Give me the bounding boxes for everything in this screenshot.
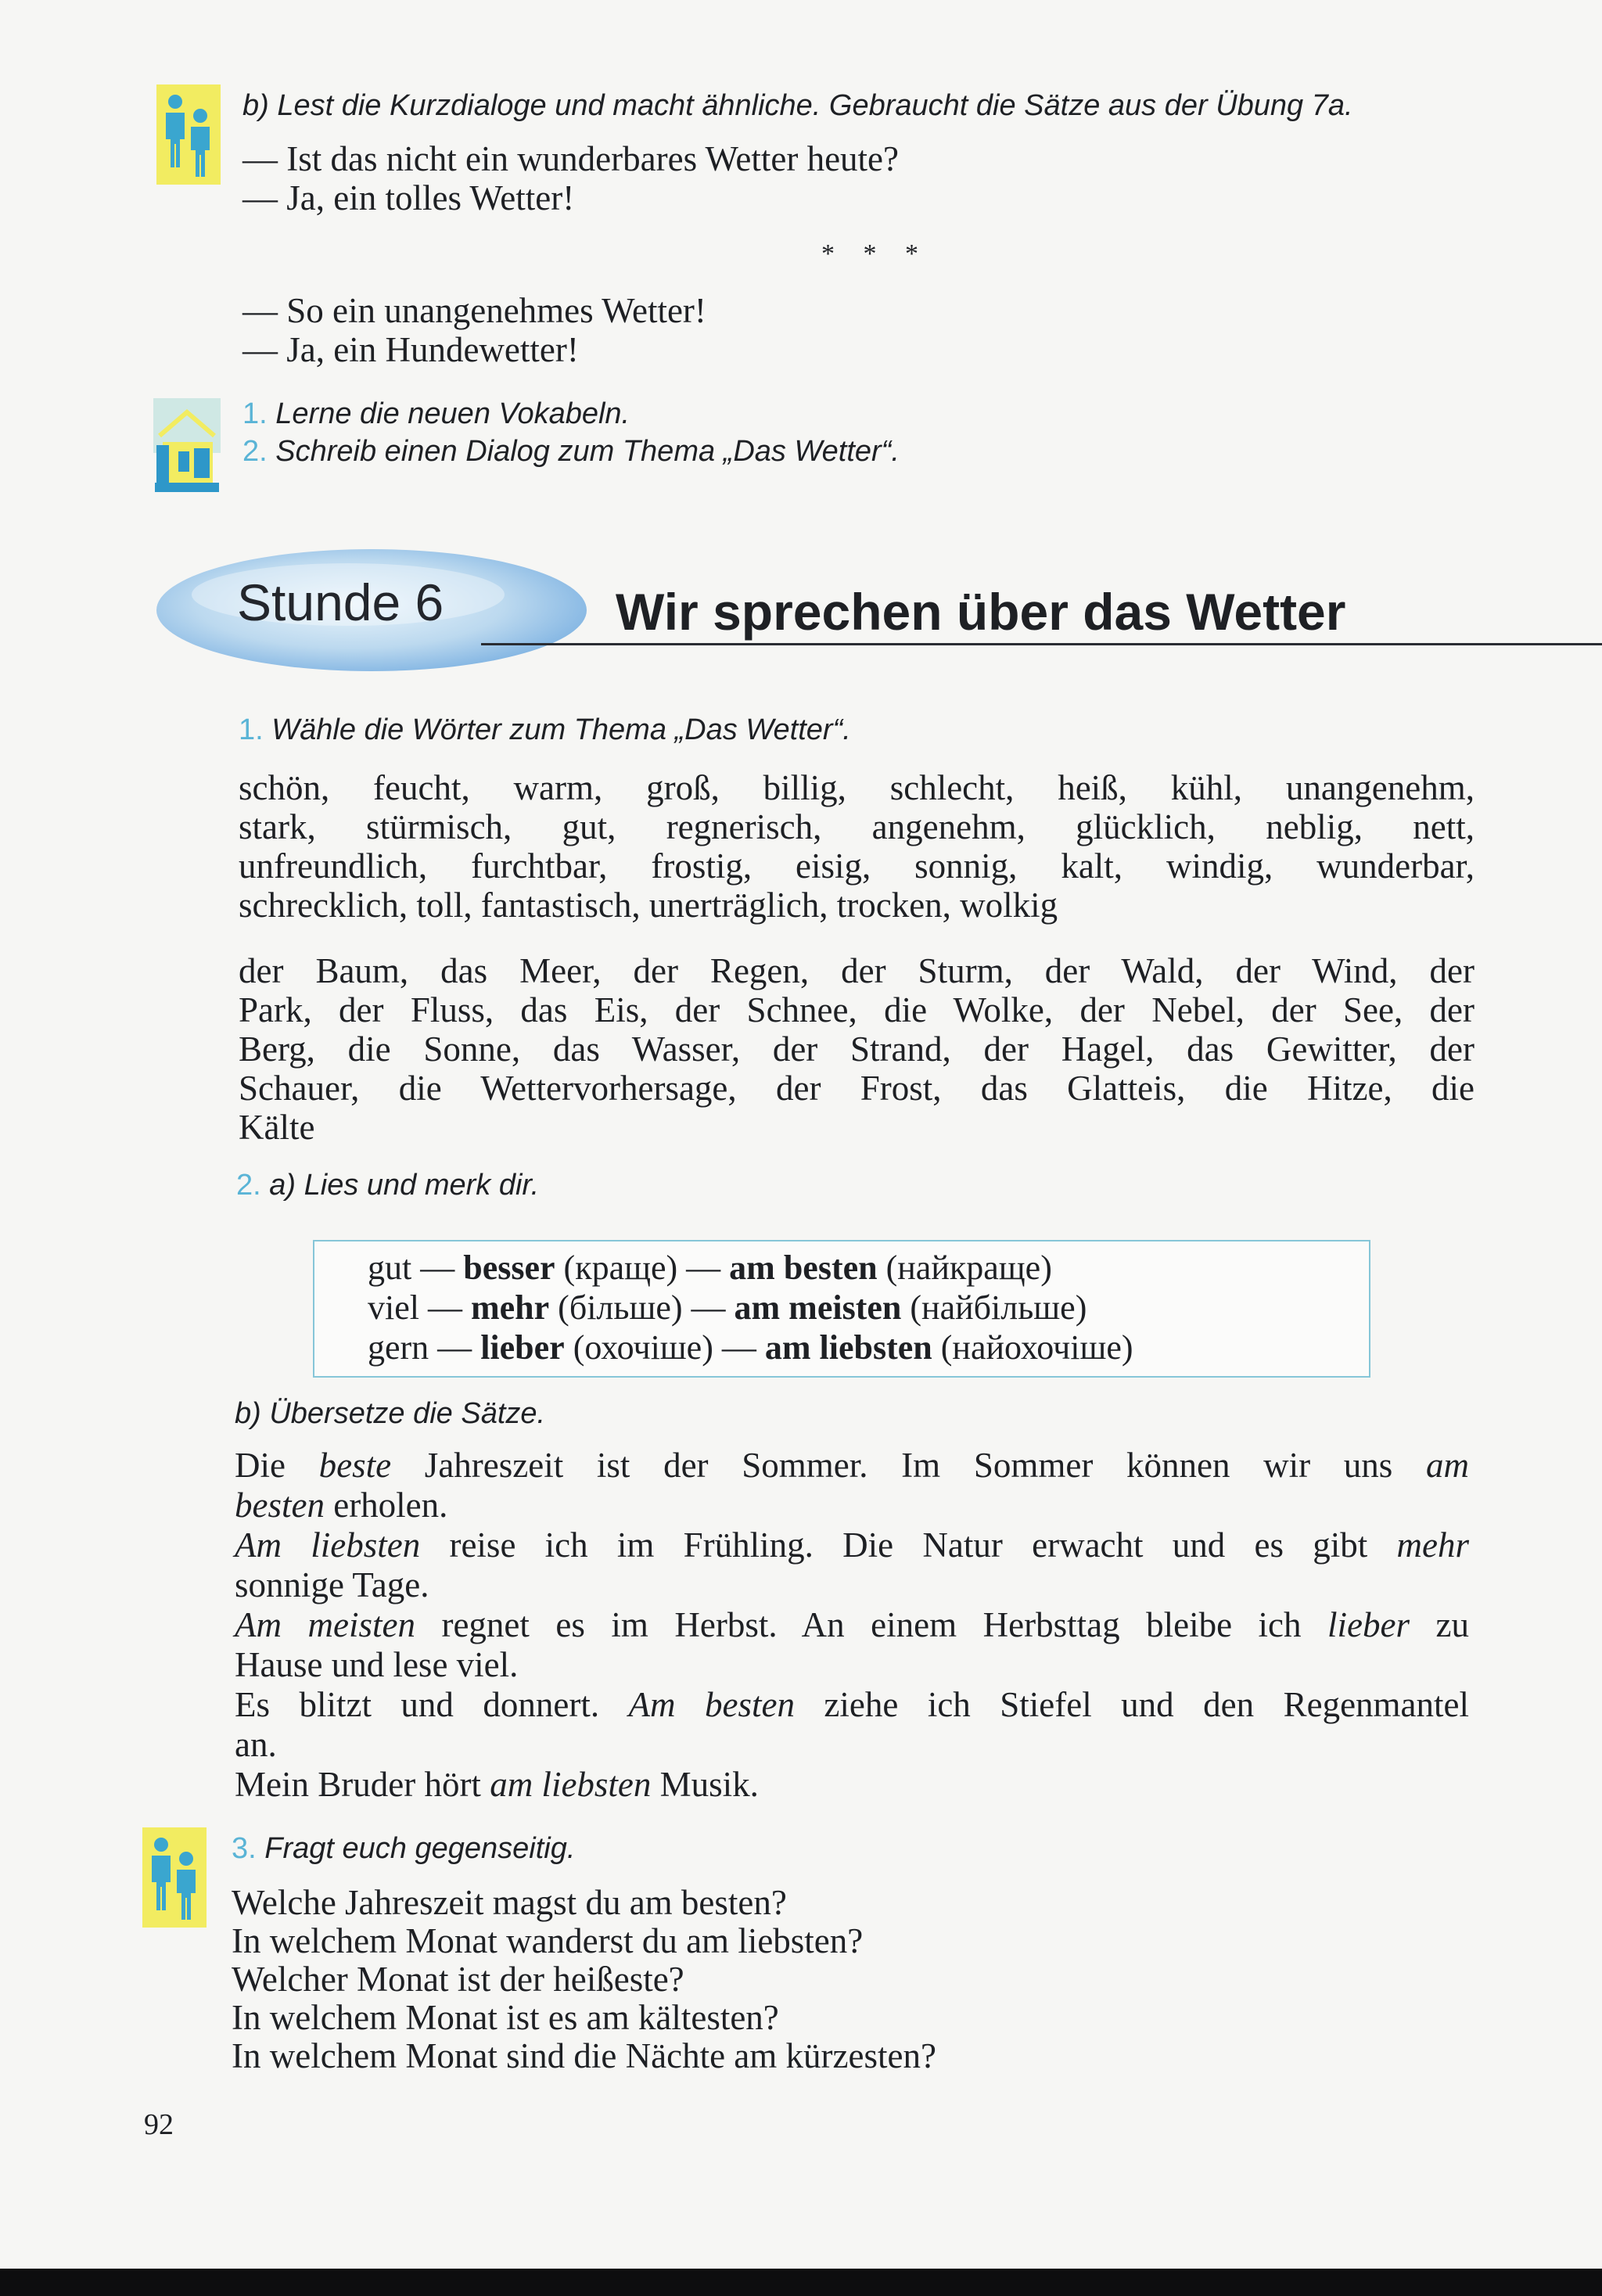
dialog2-line2: — Ja, ein Hundewetter! [242, 330, 579, 369]
lesson-header [153, 540, 1482, 681]
nouns-line: Schauer, die Wettervorhersage, der Frost, das Glatteis, die Hitze, die [239, 1069, 1474, 1108]
lesson-underline [481, 643, 1602, 645]
nouns-block [239, 951, 1474, 1147]
comparative-translation: (охочіше) — [573, 1328, 756, 1367]
superlative-form: am meisten [734, 1288, 902, 1327]
lesson-label: Stunde 6 [237, 573, 444, 631]
superlative-translation: (найохочіше) [940, 1328, 1133, 1367]
dialog2-line1: — So ein unangenehmes Wetter! [242, 291, 706, 330]
superlative-translation: (найбільше) [910, 1288, 1087, 1327]
adjectives-block [239, 768, 1474, 925]
superlative-form: am besten [729, 1249, 878, 1287]
sentence-3-line-1: Am meisten regnet es im Herbst. An einem Herbsttag bleibe ich lieber zu [235, 1605, 1469, 1644]
nouns-line: Park, der Fluss, das Eis, der Schnee, die Wolke, der Nebel, der See, der [239, 990, 1474, 1029]
comparison-row-gern [368, 1328, 1133, 1367]
lesson-title: Wir sprechen über das Wetter [616, 583, 1346, 641]
dialog1-line1: — Ist das nicht ein wunderbares Wetter heute? [242, 139, 900, 178]
comparison-row-gut [368, 1248, 1133, 1288]
sentence-1-line-1: Die beste Jahreszeit ist der Sommer. Im Sommer können wir uns am [235, 1446, 1469, 1485]
homework-num-1: 1. [242, 397, 268, 430]
adjectives-line: unfreundlich, furchtbar, frostig, eisig, sonnig, kalt, windig, wunderbar, [239, 846, 1474, 886]
sentence-4-line-1: Es blitzt und donnert. Am besten ziehe ich Stiefel und den Regenmantel [235, 1685, 1469, 1724]
task1-instruction [239, 713, 851, 747]
task2a-instruction [236, 1169, 539, 1202]
homework-text-2: Schreib einen Dialog zum Thema „Das Wetter“. [275, 435, 900, 468]
positive-form: gut — [368, 1249, 455, 1287]
sentence-2-line-1: Am liebsten reise ich im Frühling. Die Natur erwacht und es gibt mehr [235, 1525, 1470, 1565]
comparative-form: lieber [480, 1328, 565, 1367]
nouns-line: der Baum, das Meer, der Regen, der Sturm, der Wald, der Wind, der [239, 951, 1474, 990]
superlative-form: am liebsten [764, 1328, 932, 1367]
nouns-line: Kälte [239, 1108, 315, 1147]
task2a-text: a) Lies und merk dir. [269, 1169, 540, 1202]
question-item: In welchem Monat ist es am kältesten? [232, 1998, 779, 2037]
superlative-translation: (найкраще) [885, 1249, 1052, 1287]
sentences-block [235, 1446, 1469, 1805]
questions-block [232, 1884, 936, 2075]
comparative-translation: (краще) — [563, 1249, 721, 1287]
homework-house-icon [152, 395, 222, 495]
pair-work-icon [142, 1827, 207, 1928]
scan-bottom-edge [0, 2269, 1602, 2296]
task3-instruction [232, 1832, 575, 1866]
adjectives-line: schön, feucht, warm, groß, billig, schlecht, heiß, kühl, unangenehm, [239, 768, 1474, 807]
sentence-4-line-2: an. [235, 1725, 277, 1764]
positive-form: gern — [368, 1328, 472, 1367]
task1-num: 1. [239, 713, 264, 746]
comparison-row-viel [368, 1288, 1133, 1328]
task2b-instruction: b) Übersetze die Sätze. [235, 1397, 546, 1430]
question-item: Welche Jahreszeit magst du am besten? [232, 1883, 787, 1922]
sentence-3-line-2: Hause und lese viel. [235, 1645, 519, 1684]
task3-num: 3. [232, 1832, 257, 1865]
comparative-form: mehr [470, 1288, 550, 1327]
pair-work-icon [156, 84, 221, 185]
homework-item-2 [242, 435, 900, 469]
question-item: In welchem Monat wanderst du am liebsten? [232, 1921, 864, 1960]
comparative-form: besser [463, 1249, 555, 1287]
question-item: In welchem Monat sind die Nächte am kürzesten? [232, 2036, 936, 2075]
comparison-box [313, 1240, 1370, 1378]
task3-text: Fragt euch gegenseitig. [264, 1832, 576, 1865]
homework-text-1: Lerne die neuen Vokabeln. [275, 397, 630, 430]
sentence-5: Mein Bruder hört am liebsten Musik. [235, 1765, 759, 1804]
page-number: 92 [144, 2108, 174, 2141]
comparison-rows [368, 1248, 1133, 1367]
adjectives-line: schrecklich, toll, fantastisch, unerträglich, trocken, wolkig [239, 886, 1058, 925]
sentence-2-line-2: sonnige Tage. [235, 1565, 429, 1604]
positive-form: viel — [368, 1288, 462, 1327]
homework-num-2: 2. [242, 435, 268, 468]
task2-num: 2. [236, 1169, 261, 1202]
comparative-translation: (більше) — [558, 1288, 726, 1327]
homework-item-1 [242, 397, 630, 431]
task1-text: Wähle die Wörter zum Thema „Das Wetter“. [271, 713, 851, 746]
task-b-instruction: b) Lest die Kurzdialoge und macht ähnliche. Gebraucht die Sätze aus der Übung 7a. [242, 89, 1353, 122]
nouns-line: Berg, die Sonne, das Wasser, der Strand, der Hagel, das Gewitter, der [239, 1029, 1474, 1069]
dialog1-line2: — Ja, ein tolles Wetter! [242, 178, 575, 217]
dialog-separator: * * * [821, 239, 929, 268]
sentence-1-line-2: besten erholen. [235, 1486, 448, 1525]
question-item: Welcher Monat ist der heißeste? [232, 1960, 684, 1999]
adjectives-line: stark, stürmisch, gut, regnerisch, angenehm, glücklich, neblig, nett, [239, 807, 1474, 846]
